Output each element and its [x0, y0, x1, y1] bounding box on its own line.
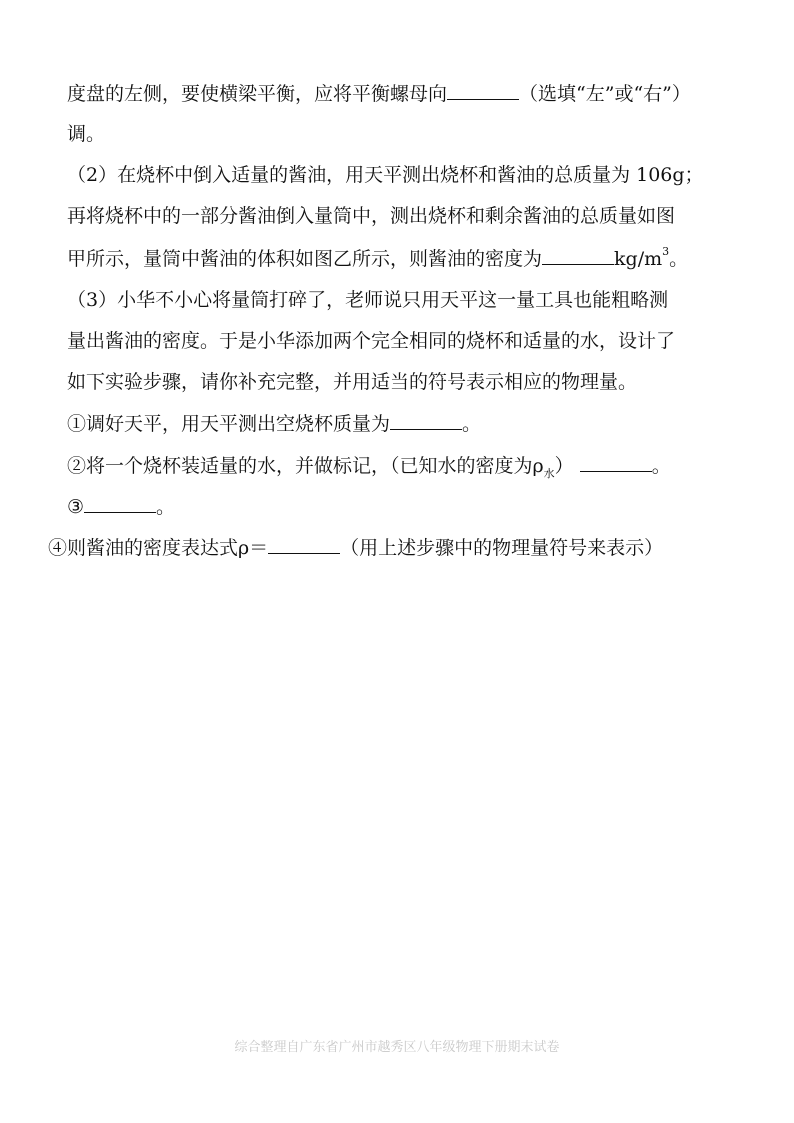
- line-text: ①调好天平，用天平测出空烧杯质量为: [67, 413, 391, 435]
- answer-blank: [542, 246, 614, 265]
- text-line-7: [67, 329, 675, 353]
- line-text: 甲所示，量筒中酱油的体积如图乙所示，则酱油的密度为: [67, 248, 543, 270]
- text-line-2: [67, 122, 105, 146]
- answer-blank: [84, 494, 156, 513]
- text-line-6: [67, 288, 668, 312]
- line-text: ④则酱油的密度表达式ρ＝: [48, 537, 269, 559]
- line-text: 量出酱油的密度。于是小华添加两个完全相同的烧杯和适量的水，设计了: [67, 330, 676, 352]
- text-line-9: [67, 411, 481, 436]
- text-line-11: [67, 494, 175, 519]
- line-text: （3）小华不小心将量筒打碎了，老师说只用天平这一量工具也能粗略测: [67, 289, 669, 311]
- answer-blank: [580, 453, 652, 472]
- answer-blank: [268, 535, 340, 554]
- line-text: 度盘的左侧，要使横梁平衡，应将平衡螺母向: [67, 83, 448, 105]
- text-line-12: [48, 535, 663, 560]
- line-text: 调。: [67, 123, 106, 145]
- text-line-8: [67, 370, 637, 394]
- line-text: 。: [669, 248, 689, 270]
- text-line-10: [67, 453, 671, 481]
- answer-blank: [447, 81, 519, 100]
- text-line-4: [67, 204, 675, 228]
- text-line-1: [67, 81, 691, 106]
- line-text: 如下实验步骤，请你补充完整，并用适当的符号表示相应的物理量。: [67, 371, 638, 393]
- line-text: 。: [651, 455, 671, 477]
- text-line-5: [67, 246, 688, 274]
- line-text: ）: [554, 455, 574, 477]
- line-text: （2）在烧杯中倒入适量的酱油，用天平测出烧杯和酱油的总质量为 106g；: [67, 164, 704, 186]
- line-text: ②将一个烧杯装适量的水，并做标记，（已知水的密度为ρ: [67, 455, 544, 477]
- line-text: 。: [156, 496, 176, 518]
- line-text: （用上述步骤中的物理量符号来表示）: [340, 537, 664, 559]
- unit-exponent: 3: [662, 245, 670, 258]
- answer-blank: [390, 411, 462, 430]
- subscript-text: 水: [543, 467, 555, 480]
- line-text: 。: [462, 413, 482, 435]
- page-footer: 综合整理自广东省广州市越秀区八年级物理下册期末试卷: [234, 1040, 560, 1055]
- line-text: （选填“左”或“右”）: [519, 83, 691, 105]
- text-line-3: [67, 163, 704, 187]
- unit-text: kg/m: [614, 248, 663, 270]
- line-text: ③: [67, 496, 85, 518]
- line-text: 再将烧杯中的一部分酱油倒入量筒中，测出烧杯和剩余酱油的总质量如图: [67, 205, 676, 227]
